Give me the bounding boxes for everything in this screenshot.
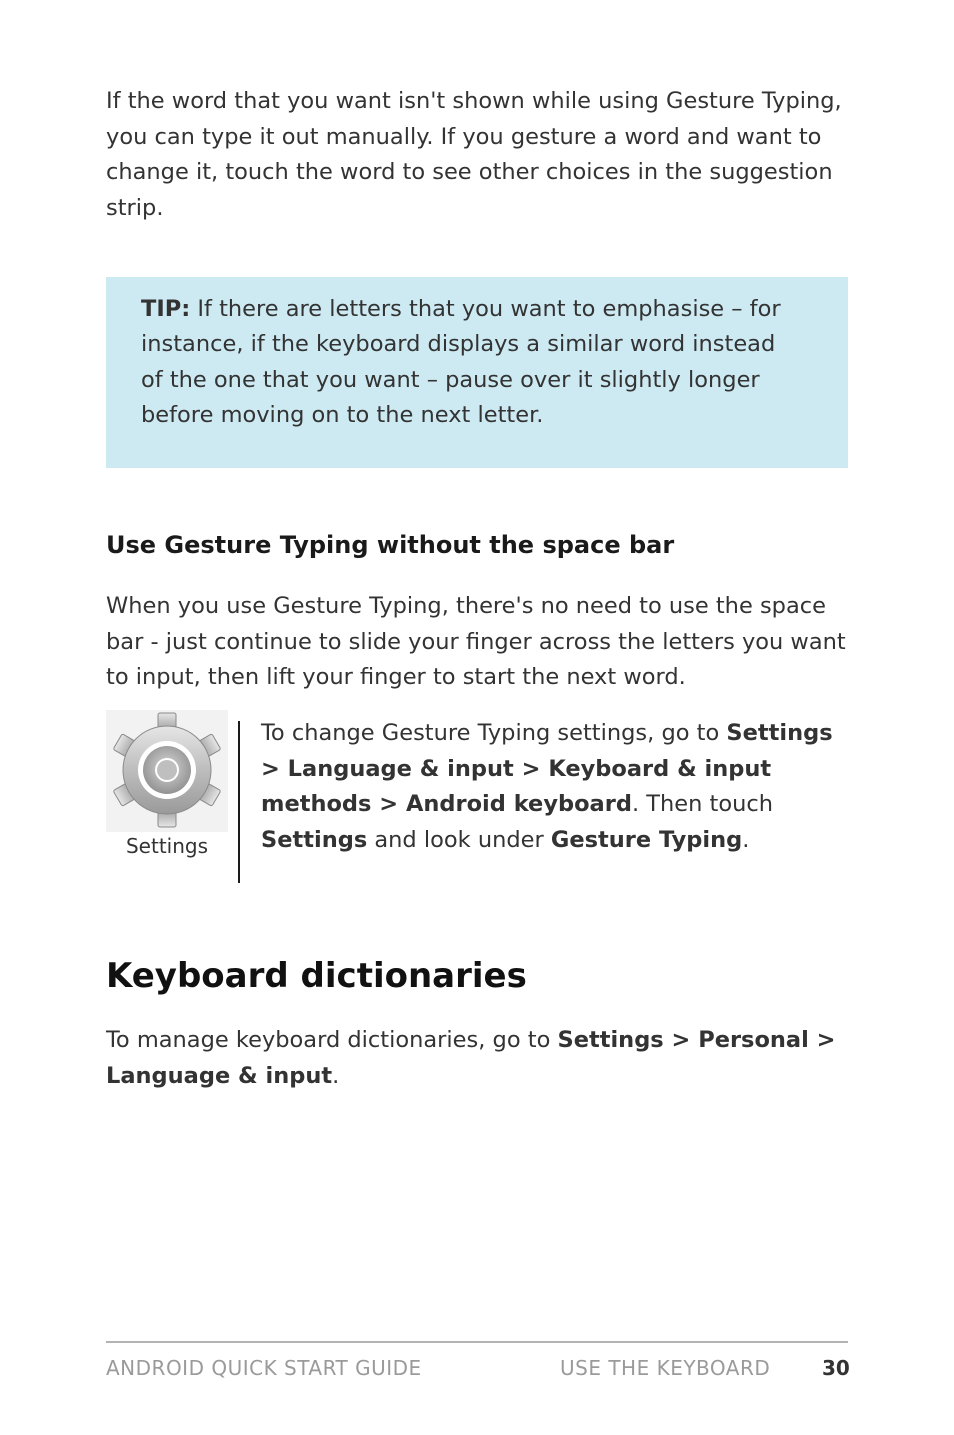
dict-text-2: .: [332, 1062, 340, 1089]
instr-text-4: .: [742, 826, 750, 853]
section-title: Keyboard dictionaries: [106, 956, 527, 996]
dictionaries-section: [106, 1023, 848, 1094]
dictionaries-paragraph: [106, 1023, 848, 1094]
gesture-paragraph: When you use Gesture Typing, there's no need to use the space bar - just continue to slide your finger across the letters you want to input, then lift your finger to start the next word.: [106, 593, 846, 690]
footer-guide-title: ANDROID QUICK START GUIDE: [106, 1356, 422, 1380]
tip-paragraph: [141, 292, 788, 433]
vertical-divider: [238, 721, 240, 883]
page-number: 30: [822, 1356, 850, 1380]
intro-section: [106, 84, 848, 226]
tip-box: [106, 277, 848, 468]
gesture-section: [106, 589, 848, 696]
settings-app-icon: [106, 710, 228, 870]
settings-icon-caption: Settings: [125, 834, 209, 858]
tip-text: If there are letters that you want to emphasise – for instance, if the keyboard displays a similar word instead of the one that you want – pause over it slightly longer before moving on to the next letter.: [141, 296, 781, 428]
dict-text-1: To manage keyboard dictionaries, go to: [106, 1027, 558, 1053]
footer-chapter: USE THE KEYBOARD: [560, 1356, 771, 1380]
tip-label: TIP:: [141, 296, 191, 322]
settings-instructions: [261, 716, 851, 858]
instr-path-settings: Settings > Language & input > Keyboard & input methods > Android keyboard: [261, 720, 833, 817]
dict-path: Settings > Personal > Language & input: [106, 1027, 836, 1089]
footer-divider: [106, 1341, 848, 1343]
instr-text-2: . Then touch: [631, 791, 773, 817]
subheading: Use Gesture Typing without the space bar: [106, 531, 675, 559]
gear-icon: [110, 710, 224, 832]
intro-paragraph: If the word that you want isn't shown while using Gesture Typing, you can type it out manually. If you gesture a word and want to change it, touch the word to see other choices in the suggestion strip.: [106, 88, 842, 221]
instr-gesture-typing: Gesture Typing: [550, 826, 743, 853]
settings-instructions-paragraph: [261, 716, 851, 858]
instr-text-1: To change Gesture Typing settings, go to: [261, 720, 727, 746]
instr-text-3: and look under: [367, 826, 551, 853]
instr-settings: Settings: [261, 826, 368, 853]
